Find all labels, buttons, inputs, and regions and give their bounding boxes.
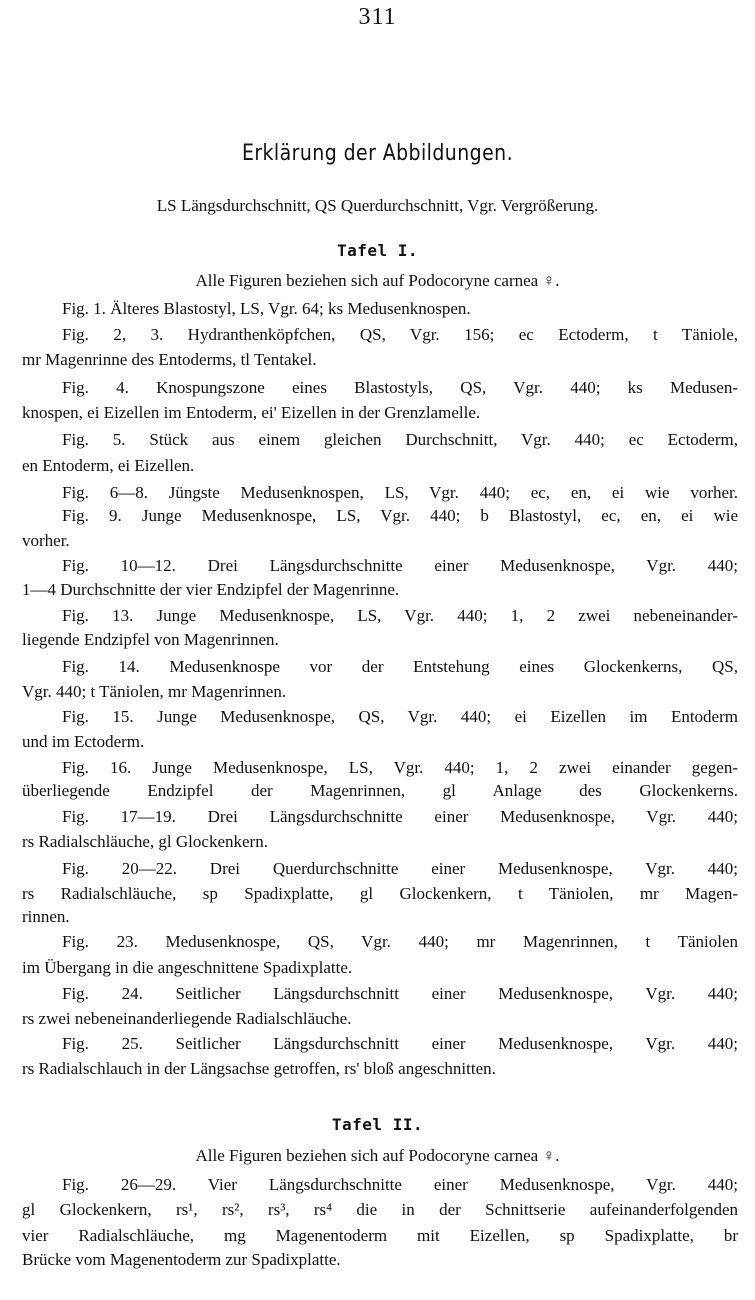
caption-line: Fig. 5. Stück aus einem gleichen Durchschnitt, Vgr. 440; ec Ectoderm, xyxy=(62,430,738,449)
tafel-1-intro: Alle Figuren beziehen sich auf Podocoryne carnea ♀. xyxy=(195,271,560,290)
caption-line: im Übergang in die angeschnittene Spadixplatte. xyxy=(22,958,353,977)
caption-line: Fig. 17—19. Drei Längsdurchschnitte einer Medusenknospe, Vgr. 440; xyxy=(62,807,738,826)
caption-line: Fig. 16. Junge Medusenknospe, LS, Vgr. 440; 1, 2 zwei einander gegen- xyxy=(62,758,738,777)
caption-line: Fig. 24. Seitlicher Längsdurchschnitt einer Medusenknospe, Vgr. 440; xyxy=(62,984,738,1003)
page-title: Erklärung der Abbildungen. xyxy=(241,141,514,166)
tafel-1-heading: Tafel I. xyxy=(336,241,419,260)
caption-line: Fig. 20—22. Drei Querdurchschnitte einer Medusenknospe, Vgr. 440; xyxy=(62,859,738,878)
tafel-2-intro: Alle Figuren beziehen sich auf Podocoryne carnea ♀. xyxy=(195,1146,560,1165)
caption-line: Vgr. 440; t Täniolen, mr Magenrinnen. xyxy=(22,682,287,701)
tafel-2-heading: Tafel II. xyxy=(331,1115,424,1134)
caption-line: en Entoderm, ei Eizellen. xyxy=(22,456,195,475)
caption-line: überliegende Endzipfel der Magenrinnen, gl Anlage des Glockenkerns. xyxy=(22,781,738,800)
caption-line: Fig. 6—8. Jüngste Medusenknospen, LS, Vgr. 440; ec, en, ei wie vorher. xyxy=(62,483,738,502)
caption-line: rs Radialschläuche, sp Spadixplatte, gl Glockenkern, t Täniolen, mr Magen- xyxy=(22,884,738,903)
caption-line: Fig. 26—29. Vier Längsdurchschnitte einer Medusenknospe, Vgr. 440; xyxy=(62,1175,738,1194)
caption-line: 1—4 Durchschnitte der vier Endzipfel der Magenrinne. xyxy=(22,580,400,599)
caption-line: Fig. 13. Junge Medusenknospe, LS, Vgr. 440; 1, 2 zwei nebeneinander- xyxy=(62,606,738,625)
caption-line: mr Magenrinne des Entoderms, tl Tentakel. xyxy=(22,350,317,369)
caption-line: und im Ectoderm. xyxy=(22,732,145,751)
caption-line: Fig. 25. Seitlicher Längsdurchschnitt einer Medusenknospe, Vgr. 440; xyxy=(62,1034,738,1053)
caption-line: liegende Endzipfel von Magenrinnen. xyxy=(22,630,279,649)
page-number: 311 xyxy=(358,4,397,30)
caption-line: Fig. 2, 3. Hydranthenköpfchen, QS, Vgr. 156; ec Ectoderm, t Täniole, xyxy=(62,325,738,344)
caption-line: Fig. 15. Junge Medusenknospe, QS, Vgr. 440; ei Eizellen im Entoderm xyxy=(62,707,738,726)
caption-line: rinnen. xyxy=(22,907,70,926)
abbreviations-legend: LS Längsdurchschnitt, QS Querdurchschnitt, Vgr. Vergrößerung. xyxy=(156,196,599,215)
caption-line: Fig. 14. Medusenknospe vor der Entstehung eines Glockenkerns, QS, xyxy=(62,657,738,676)
caption-line: Fig. 4. Knospungszone eines Blastostyls, QS, Vgr. 440; ks Medusen- xyxy=(62,378,738,397)
caption-line: vorher. xyxy=(22,531,70,550)
caption-line: Fig. 23. Medusenknospe, QS, Vgr. 440; mr Magenrinnen, t Täniolen xyxy=(62,932,738,951)
caption-line: knospen, ei Eizellen im Entoderm, ei' Eizellen in der Grenzlamelle. xyxy=(22,403,481,422)
caption-line: gl Glockenkern, rs¹, rs², rs³, rs⁴ die in der Schnittserie aufeinanderfolgenden xyxy=(22,1200,738,1219)
caption-line: Fig. 10—12. Drei Längsdurchschnitte einer Medusenknospe, Vgr. 440; xyxy=(62,556,738,575)
caption-line: Fig. 9. Junge Medusenknospe, LS, Vgr. 440; b Blastostyl, ec, en, ei wie xyxy=(62,506,738,525)
caption-line: rs Radialschläuche, gl Glockenkern. xyxy=(22,832,268,851)
caption-line: Fig. 1. Älteres Blastostyl, LS, Vgr. 64; ks Medusenknospen. xyxy=(62,299,471,318)
caption-line: vier Radialschläuche, mg Magenentoderm mit Eizellen, sp Spadixplatte, br xyxy=(22,1226,738,1245)
caption-line: rs Radialschlauch in der Längsachse getroffen, rs' bloß angeschnitten. xyxy=(22,1059,496,1078)
caption-line: rs zwei nebeneinanderliegende Radialschläuche. xyxy=(22,1009,352,1028)
caption-line: Brücke vom Magenentoderm zur Spadixplatte. xyxy=(22,1250,341,1269)
